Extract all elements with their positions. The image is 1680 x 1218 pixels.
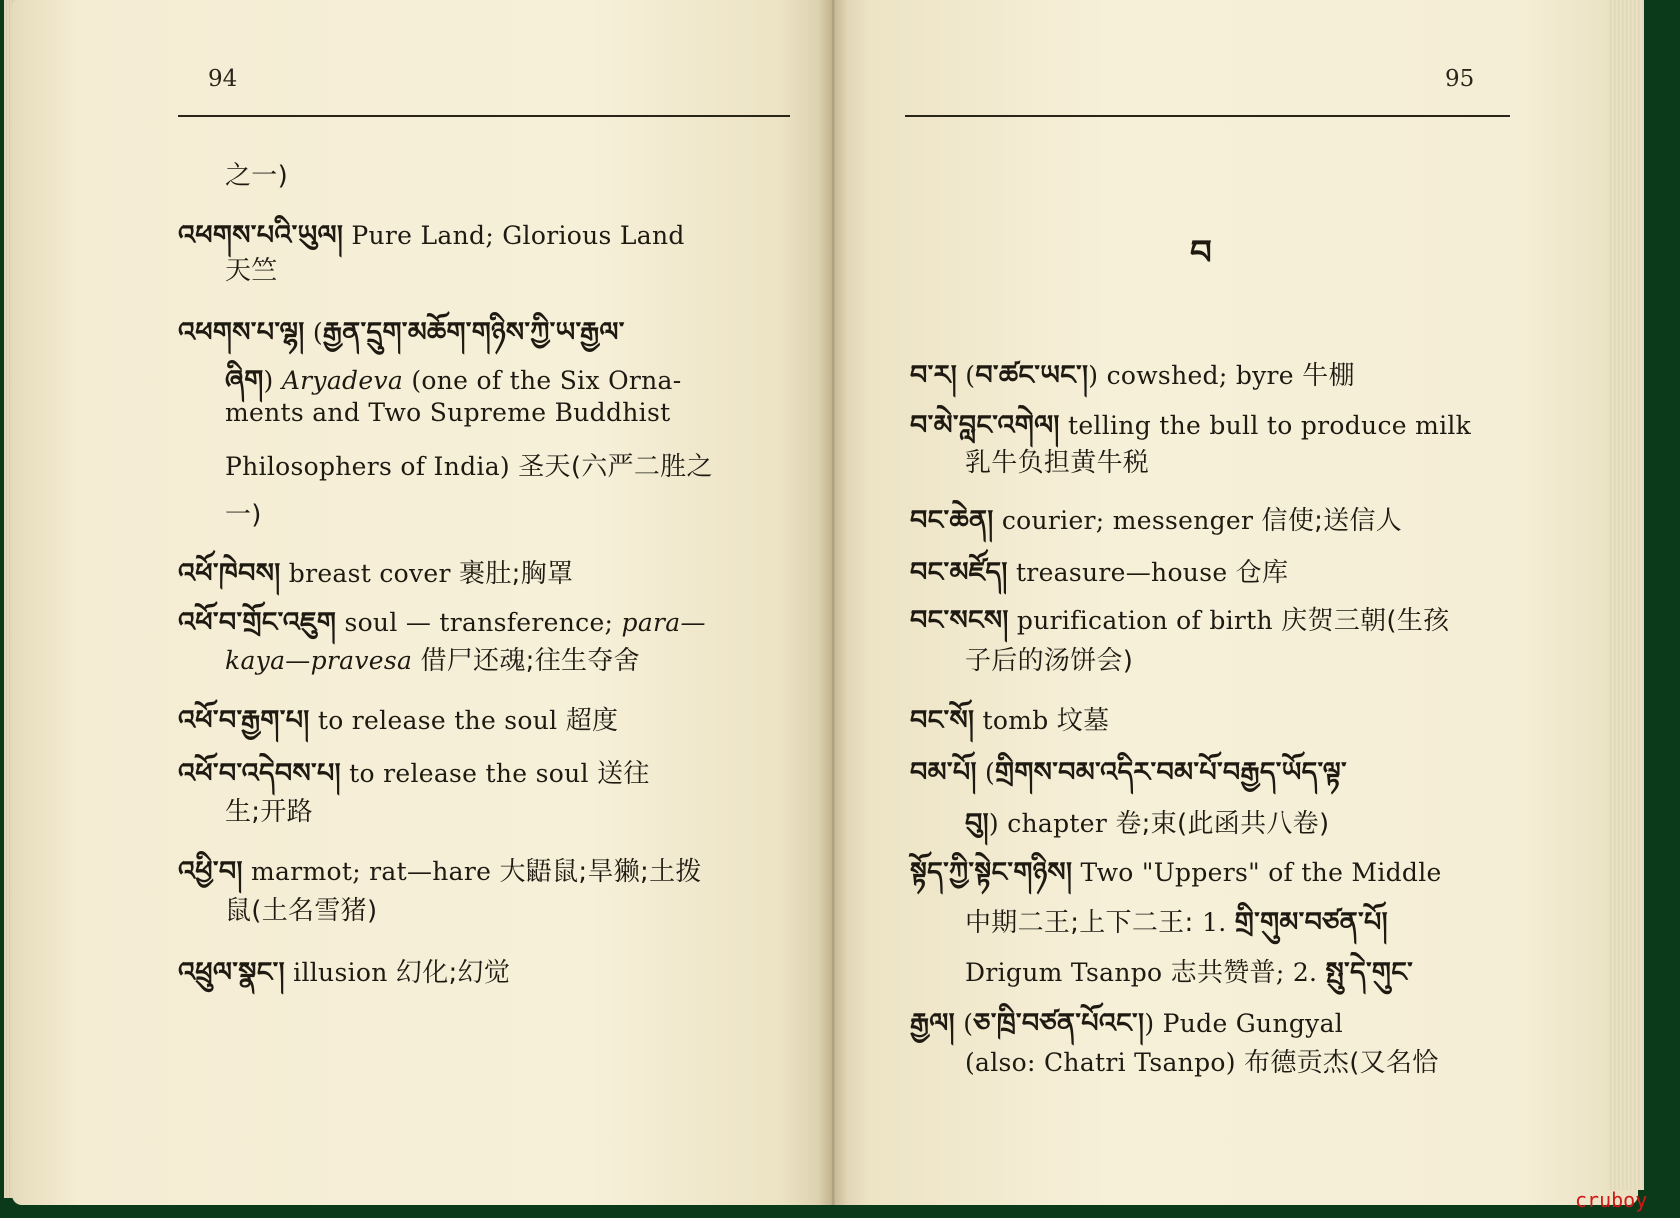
tibetan-term: འཕྲུལ་སྣང་།: [178, 957, 285, 988]
chinese-gloss: 牛棚: [1302, 361, 1355, 391]
tibetan-term: གྲིགས་བམ་འདིར་བམ་པོ་བརྒྱད་ཡོད་ལྟ་: [995, 757, 1347, 788]
english-gloss: (: [954, 1009, 974, 1038]
tibetan-term: འཕྱི་བ།: [178, 856, 243, 887]
chinese-gloss: 之一): [225, 161, 289, 191]
english-gloss: illusion: [284, 958, 396, 987]
english-gloss: ments and Two Supreme Buddhist: [225, 398, 671, 427]
tibetan-term: ཞིག: [225, 365, 264, 396]
entry-line: [225, 791, 313, 828]
chinese-gloss: 超度: [565, 706, 619, 736]
english-gloss: ; 2.: [1275, 958, 1326, 987]
english-gloss: purification of birth: [1008, 606, 1282, 635]
tibetan-term: སྟོད་ཀྱི་སྟེང་གཉིས།: [910, 857, 1073, 888]
chinese-gloss: 一): [225, 500, 262, 530]
tibetan-term: འཕོ་ཁེབས།: [178, 558, 281, 589]
chinese-gloss: 卷;束(此函共八卷): [1115, 809, 1330, 839]
entry-line: [178, 942, 510, 1018]
tibetan-term: བང་སངས།: [910, 605, 1009, 636]
english-gloss: ) chapter: [988, 809, 1116, 838]
entry-line: [225, 446, 713, 483]
english-gloss: Pure Land; Glorious Land: [343, 221, 685, 250]
tibetan-term: བ་མེ་བླང་འགེལ།: [910, 410, 1060, 441]
english-gloss: ) cowshed; byre: [1088, 361, 1303, 390]
english-gloss: telling the bull to produce milk: [1059, 411, 1472, 440]
chinese-gloss: 子后的汤饼会): [965, 646, 1134, 676]
entry-line: [225, 250, 278, 287]
english-gloss: to release the soul: [340, 759, 598, 788]
entry-line: [225, 398, 670, 427]
tibetan-term: བུ།: [965, 808, 989, 839]
chinese-gloss: 大鼯鼠;旱獭;土拨: [499, 857, 702, 887]
chinese-gloss: 圣天(六严二胜之: [518, 452, 713, 482]
section-letter: བ: [1190, 233, 1212, 273]
tibetan-term: འཕགས་པའི་ཡུལ།: [178, 220, 344, 251]
english-gloss: tomb: [974, 706, 1057, 735]
tibetan-term: འཕོ་བ་འདེབས་པ།: [178, 758, 341, 789]
english-gloss: (: [957, 361, 976, 390]
english-gloss: to release the soul: [309, 706, 566, 735]
chinese-gloss: 鼠(土名雪猪): [225, 896, 378, 926]
tibetan-term: རྒྱན་དྲུག་མཆོག་གཉིས་ཀྱི་ཡ་རྒྱལ་: [322, 317, 625, 348]
chinese-gloss: 幻化;幻觉: [395, 958, 511, 988]
english-gloss: kaya—pravesa: [225, 646, 413, 675]
chinese-gloss: 信使;送信人: [1261, 506, 1403, 536]
english-gloss: Two "Uppers" of the Middle: [1072, 858, 1442, 887]
right-page-edge: [1608, 0, 1644, 1190]
chinese-gloss: 庆贺三朝(生孩: [1281, 606, 1450, 636]
chinese-gloss: 中期二王;上下二王:: [965, 908, 1203, 938]
left-header-rule: [178, 115, 790, 117]
tibetan-term: སྤུ་དེ་གུང་: [1325, 957, 1414, 988]
chinese-gloss: 生;开路: [225, 797, 313, 827]
left-page-number: 94: [208, 66, 238, 92]
chinese-gloss: 天竺: [225, 256, 278, 286]
chinese-gloss: 布德贡杰(又名恰: [1244, 1048, 1439, 1078]
entry-line: [225, 640, 640, 677]
entry-line: [225, 155, 288, 192]
english-gloss: courier; messenger: [993, 506, 1262, 535]
english-gloss: soul — transference;: [336, 608, 622, 637]
tibetan-term: ཅ་ཁྲི་བཙན་པོའང་།: [973, 1008, 1145, 1039]
chinese-gloss: 志共赞普: [1170, 958, 1276, 988]
tibetan-term: བང་མཛོད།: [910, 557, 1008, 588]
english-gloss: ) Pude Gungyal: [1144, 1009, 1344, 1038]
entry-line: [965, 1042, 1439, 1079]
english-gloss: 1.: [1202, 908, 1235, 937]
book-gutter: [818, 0, 848, 1205]
english-gloss: ): [263, 366, 282, 395]
tibetan-term: བ་ཚང་ཡང་།: [975, 360, 1089, 391]
entry-line: [225, 890, 377, 927]
english-gloss: para—: [621, 608, 706, 637]
chinese-gloss: 仓库: [1235, 558, 1289, 588]
tibetan-term: འཕོ་བ་གྲོང་འཇུག: [178, 607, 337, 638]
english-gloss: (: [304, 318, 323, 347]
chinese-gloss: 借尸还魂;往生夺舍: [420, 646, 640, 676]
english-gloss: breast cover: [280, 559, 460, 588]
tibetan-term: བང་ཆེན།: [910, 505, 994, 536]
tibetan-term: རྒྱལ།: [910, 1008, 955, 1039]
tibetan-term: འཕོ་བ་རྒྱག་པ།: [178, 705, 310, 736]
english-gloss: marmot; rat—hare: [242, 857, 500, 886]
tibetan-term: བང་སོ།: [910, 705, 975, 736]
english-gloss: Philosophers of India): [225, 452, 519, 481]
english-gloss: Aryadeva: [281, 366, 404, 395]
english-gloss: treasure—house: [1007, 558, 1236, 587]
tibetan-term: འཕགས་པ་ལྷ།: [178, 317, 305, 348]
chinese-gloss: 乳牛负担黄牛税: [965, 448, 1150, 478]
tibetan-term: གྲི་གུམ་བཙན་པོ།: [1234, 907, 1388, 938]
entry-line: [225, 494, 262, 531]
watermark: cruboy: [1575, 1188, 1648, 1212]
tibetan-term: བམ་པོ།: [910, 757, 977, 788]
right-page-number: 95: [1445, 66, 1475, 92]
entry-line: [965, 442, 1149, 479]
chinese-gloss: 坟墓: [1056, 706, 1110, 736]
english-gloss: (: [976, 758, 996, 787]
english-gloss: (also: Chatri Tsanpo): [965, 1048, 1245, 1077]
tibetan-term: བ་ར།: [910, 360, 957, 391]
chinese-gloss: 裹肚;胸罩: [459, 559, 574, 589]
english-gloss: (one of the Six Orna-: [403, 366, 682, 395]
chinese-gloss: 送往: [597, 759, 650, 789]
english-gloss: Drigum Tsanpo: [965, 958, 1171, 987]
entry-line: [965, 640, 1133, 677]
right-header-rule: [905, 115, 1510, 117]
